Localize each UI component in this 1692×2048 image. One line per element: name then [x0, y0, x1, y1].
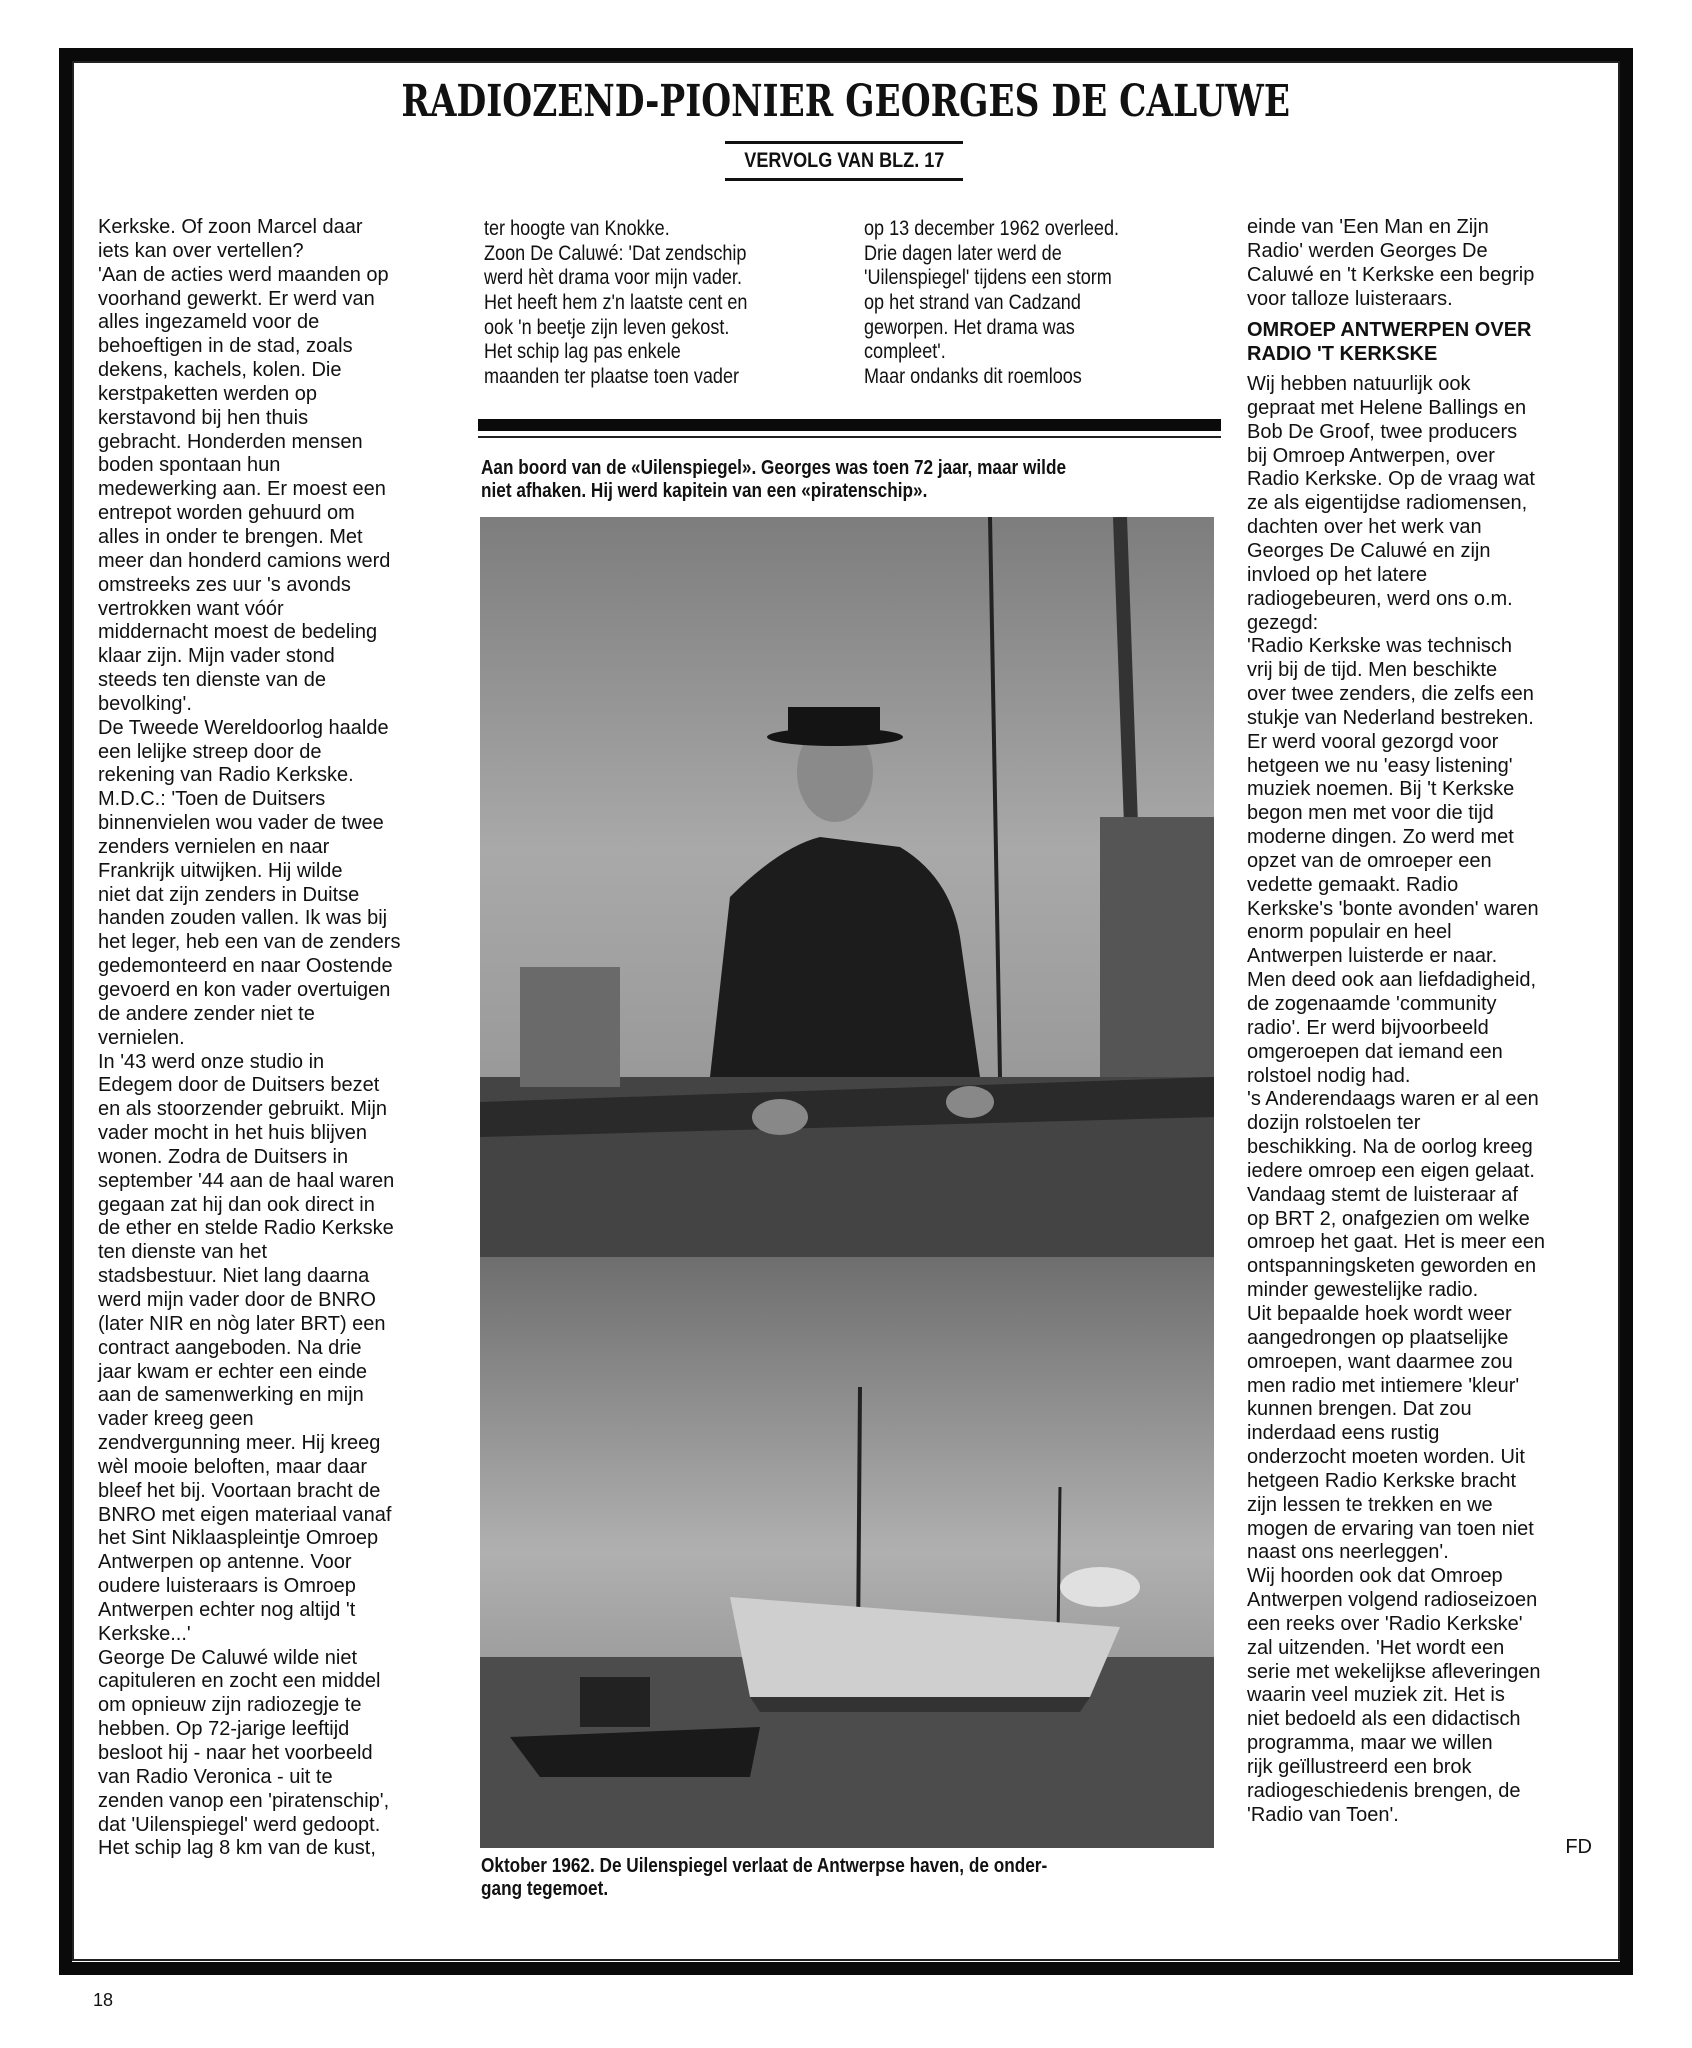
- text-line: BNRO met eigen materiaal vanaf: [98, 1503, 392, 1526]
- text-line: invloed op het latere: [1247, 563, 1428, 586]
- text-line: zenden vanop een 'piratenschip',: [98, 1789, 390, 1812]
- text-line: iedere omroep een eigen gelaat.: [1247, 1159, 1535, 1182]
- text-line: op 13 december 1962 overleed.: [864, 216, 1120, 240]
- text-line: vader mocht in het huis blijven: [98, 1122, 368, 1145]
- photo-caption-1: [481, 457, 1221, 503]
- divider-thin: [478, 436, 1221, 438]
- text-line: rijk geïllustreerd een brok: [1247, 1756, 1472, 1778]
- text-line: Vandaag stemt de luisteraar af: [1247, 1183, 1518, 1206]
- text-line: gepraat met Helene Ballings en: [1247, 396, 1527, 419]
- text-line: medewerking aan. Er moest een: [98, 478, 386, 501]
- text-line: Oktober 1962. De Uilenspiegel verlaat de Antwerpse haven, de onder-: [481, 1855, 1048, 1877]
- text-line: gedemonteerd en naar Oostende: [98, 955, 393, 978]
- text-line: ook 'n beetje zijn leven gekost.: [484, 314, 730, 339]
- text-line: OMROEP ANTWERPEN OVER: [1247, 319, 1532, 342]
- text-line: bevolking'.: [98, 692, 192, 715]
- text-line: maanden ter plaatse toen vader: [484, 364, 740, 389]
- text-line: Frankrijk uitwijken. Hij wilde: [98, 859, 343, 882]
- text-line: bleef het bij. Voortaan bracht de: [98, 1479, 381, 1502]
- text-line: aangedrongen op plaatselijke: [1247, 1326, 1509, 1349]
- text-line: RADIO 'T KERKSKE: [1247, 343, 1438, 366]
- text-line: van Radio Veronica - uit te: [98, 1765, 333, 1788]
- text-line: George De Caluwé wilde niet: [98, 1646, 358, 1669]
- text-line: geworpen. Het drama was: [864, 314, 1075, 339]
- text-line: Maar ondanks dit roemloos: [864, 364, 1082, 389]
- page-number: 18: [93, 1990, 114, 2010]
- text-line: dat 'Uilenspiegel' werd gedoopt.: [98, 1813, 381, 1836]
- text-line: Caluwé en 't Kerkske een begrip: [1247, 263, 1535, 286]
- text-line: september '44 aan de haal waren: [98, 1169, 395, 1192]
- text-line: serie met wekelijkse afleveringen: [1247, 1660, 1541, 1683]
- column-4-body: [1247, 373, 1607, 1827]
- text-line: opzet van de omroeper een: [1247, 849, 1492, 872]
- text-line: hebben. Op 72-jarige leeftijd: [98, 1718, 350, 1741]
- text-line: Antwerpen luisterde er naar.: [1247, 945, 1498, 968]
- text-line: Het heeft hem z'n laatste cent en: [484, 290, 748, 315]
- text-line: en als stoorzender gebruikt. Mijn: [98, 1098, 388, 1121]
- text-line: 'Radio van Toen'.: [1247, 1803, 1399, 1826]
- text-line: Edegem door de Duitsers bezet: [98, 1074, 380, 1097]
- text-line: radiogebeuren, werd ons o.m.: [1247, 587, 1513, 610]
- text-line: rolstoel nodig had.: [1247, 1064, 1411, 1087]
- text-line: iets kan over vertellen?: [98, 239, 304, 262]
- column-4: [1247, 216, 1607, 1859]
- text-line: Radio' werden Georges De: [1247, 239, 1488, 262]
- text-line: boden spontaan hun: [98, 454, 281, 477]
- text-line: zijn lessen te trekken en we: [1247, 1493, 1493, 1516]
- continuation-note-text: VERVOLG VAN BLZ. 17: [743, 149, 945, 172]
- text-line: Georges De Caluwé en zijn: [1247, 539, 1491, 562]
- text-line: meer dan honderd camions werd: [98, 549, 391, 572]
- text-line: niet afhaken. Hij werd kapitein van een «piratenschip».: [481, 480, 928, 502]
- text-line: omroepen, want daarmee zou: [1247, 1350, 1513, 1373]
- text-line: vertrokken want vóór: [98, 597, 284, 620]
- text-line: capituleren en zocht een middel: [98, 1670, 381, 1693]
- text-line: radio'. Er werd bijvoorbeeld: [1247, 1016, 1489, 1039]
- text-line: binnenvielen wou vader de twee: [98, 812, 384, 835]
- text-line: De Tweede Wereldoorlog haalde: [98, 716, 389, 739]
- text-line: steeds ten dienste van de: [98, 669, 326, 692]
- text-line: Er werd vooral gezorgd voor: [1247, 730, 1499, 753]
- text-line: stukje van Nederland bestreken.: [1247, 706, 1534, 729]
- text-line: de andere zender niet te: [98, 1002, 315, 1025]
- column-4-intro: [1247, 216, 1607, 311]
- text-line: kerstpaketten werden op: [98, 382, 318, 405]
- text-line: ze als eigentijdse radiomensen,: [1247, 492, 1528, 515]
- divider-thick: [478, 419, 1221, 431]
- text-line: 'Aan de acties werd maanden op: [98, 263, 389, 286]
- text-line: gezegd:: [1247, 611, 1319, 634]
- photo-man-aboard-ship: [480, 517, 1214, 1257]
- text-line: enorm populair en heel: [1247, 921, 1452, 944]
- text-line: dekens, kachels, kolen. Die: [98, 359, 342, 382]
- text-line: kunnen brengen. Dat zou: [1247, 1398, 1472, 1421]
- text-line: Wij hebben natuurlijk ook: [1247, 373, 1471, 396]
- text-line: aan de samenwerking en mijn: [98, 1384, 364, 1407]
- text-line: Radio Kerkske. Op de vraag wat: [1247, 468, 1535, 491]
- text-line: inderdaad eens rustig: [1247, 1422, 1440, 1445]
- text-line: vader kreeg geen: [98, 1408, 254, 1431]
- text-line: ten dienste van het: [98, 1241, 268, 1264]
- text-line: alles ingezameld voor de: [98, 311, 320, 334]
- text-line: werd mijn vader door de BNRO: [98, 1288, 376, 1311]
- text-line: ontspanningsketen geworden en: [1247, 1255, 1537, 1278]
- text-line: entrepot worden gehuurd om: [98, 502, 355, 525]
- text-line: vedette gemaakt. Radio: [1247, 873, 1459, 896]
- article-title: [0, 76, 1692, 127]
- text-line: men radio met intiemere 'kleur': [1247, 1374, 1520, 1397]
- text-line: om opnieuw zijn radiozegje te: [98, 1694, 362, 1717]
- text-line: alles in onder te brengen. Met: [98, 525, 363, 548]
- text-line: niet dat zijn zenders in Duitse: [98, 883, 360, 906]
- photo-caption-2: [481, 1855, 1221, 1901]
- text-line: waarin veel muziek zit. Het is: [1247, 1684, 1505, 1707]
- text-line: behoeftigen in de stad, zoals: [98, 335, 353, 358]
- text-line: dachten over het werk van: [1247, 516, 1482, 539]
- text-line: Antwerpen op antenne. Voor: [98, 1551, 352, 1574]
- text-line: rekening van Radio Kerkske.: [98, 764, 354, 787]
- text-line: over twee zenders, die zelfs een: [1247, 683, 1534, 706]
- text-line: Men deed ook aan liefdadigheid,: [1247, 969, 1537, 992]
- text-line: op BRT 2, onafgezien om welke: [1247, 1207, 1530, 1230]
- text-line: klaar zijn. Mijn vader stond: [98, 645, 335, 668]
- text-line: voor talloze luisteraars.: [1247, 287, 1453, 310]
- text-line: het leger, heb een van de zenders: [98, 931, 401, 954]
- text-line: moderne dingen. Zo werd met: [1247, 826, 1514, 849]
- text-line: wonen. Zodra de Duitsers in: [98, 1145, 349, 1168]
- text-line: Uit bepaalde hoek wordt weer: [1247, 1302, 1512, 1325]
- text-line: gegaan zat hij dan ook direct in: [98, 1193, 375, 1216]
- text-line: onderzocht moeten worden. Uit: [1247, 1446, 1525, 1469]
- text-line: radiogeschiedenis brengen, de: [1247, 1779, 1521, 1802]
- text-line: voorhand gewerkt. Er werd van: [98, 287, 375, 310]
- text-line: Drie dagen later werd de: [864, 240, 1062, 265]
- text-line: niet bedoeld als een didactisch: [1247, 1708, 1521, 1731]
- text-line: muziek noemen. Bij 't Kerkske: [1247, 778, 1515, 801]
- text-line: Het schip lag 8 km van de kust,: [98, 1837, 376, 1860]
- text-line: contract aangeboden. Na drie: [98, 1336, 362, 1359]
- text-line: hetgeen we nu 'easy listening': [1247, 754, 1513, 777]
- text-line: Antwerpen volgend radioseizoen: [1247, 1589, 1538, 1612]
- column-1: [98, 216, 458, 1861]
- text-line: omgeroepen dat iemand een: [1247, 1040, 1503, 1063]
- text-line: 'Uilenspiegel' tijdens een storm: [864, 265, 1112, 290]
- photo-ship-leaving-harbour: [480, 1257, 1214, 1848]
- text-line: gevoerd en kon vader overtuigen: [98, 979, 391, 1001]
- text-line: beschikking. Na de oorlog kreeg: [1247, 1136, 1533, 1159]
- text-line: vernielen.: [98, 1026, 185, 1049]
- section-heading: [1247, 319, 1607, 367]
- column-2: [484, 216, 798, 389]
- text-line: oudere luisteraars is Omroep: [98, 1575, 356, 1598]
- text-line: de ether en stelde Radio Kerkske: [98, 1217, 394, 1240]
- text-line: Wij hoorden ook dat Omroep: [1247, 1565, 1503, 1588]
- text-line: naast ons neerleggen'.: [1247, 1541, 1449, 1564]
- text-line: omroep het gaat. Het is meer een: [1247, 1231, 1545, 1254]
- text-line: omstreeks zes uur 's avonds: [98, 573, 351, 596]
- text-line: jaar kwam er echter een einde: [98, 1360, 368, 1383]
- text-line: werd hèt drama voor mijn vader.: [484, 265, 742, 290]
- text-line: Het schip lag pas enkele: [484, 339, 681, 364]
- text-line: zenders vernielen en naar: [98, 835, 330, 858]
- text-line: Kerkske's 'bonte avonden' waren: [1247, 897, 1539, 920]
- text-line: kerstavond bij hen thuis: [98, 406, 309, 429]
- text-line: Zoon De Caluwé: 'Dat zendschip: [484, 240, 747, 265]
- text-line: het Sint Niklaaspleintje Omroep: [98, 1527, 379, 1550]
- text-line: compleet'.: [864, 339, 946, 364]
- text-line: M.D.C.: 'Toen de Duitsers: [98, 788, 326, 811]
- text-line: zal uitzenden. 'Het wordt een: [1247, 1636, 1505, 1659]
- article-title-text: RADIOZEND-PIONIER GEORGES DE CALUWE: [401, 76, 1291, 127]
- text-line: bij Omroep Antwerpen, over: [1247, 444, 1495, 467]
- text-line: ter hoogte van Knokke.: [484, 216, 670, 240]
- text-line: op het strand van Cadzand: [864, 290, 1081, 315]
- text-line: Kerkske. Of zoon Marcel daar: [98, 216, 363, 238]
- text-line: middernacht moest de bedeling: [98, 621, 378, 644]
- text-line: hetgeen Radio Kerkske bracht: [1247, 1469, 1517, 1492]
- column-3: [864, 216, 1168, 389]
- text-line: een lelijke streep door de: [98, 740, 322, 763]
- text-line: Bob De Groof, twee producers: [1247, 420, 1518, 443]
- text-line: dozijn rolstoelen ter: [1247, 1112, 1421, 1135]
- author-signature: FD: [1565, 1835, 1592, 1858]
- continuation-note: [725, 141, 963, 181]
- text-line: In '43 werd onze studio in: [98, 1050, 325, 1073]
- text-line: gang tegemoet.: [481, 1878, 609, 1900]
- text-line: zendvergunning meer. Hij kreeg: [98, 1432, 381, 1455]
- text-line: handen zouden vallen. Ik was bij: [98, 907, 388, 930]
- text-line: begon men met voor die tijd: [1247, 802, 1494, 825]
- text-line: Kerkske...': [98, 1622, 191, 1645]
- text-line: 's Anderendaags waren er al een: [1247, 1088, 1539, 1111]
- text-line: Antwerpen echter nog altijd 't: [98, 1598, 356, 1621]
- text-line: vrij bij de tijd. Men beschikte: [1247, 659, 1498, 682]
- text-line: mogen de ervaring van toen niet: [1247, 1517, 1534, 1540]
- text-line: wèl mooie beloften, maar daar: [98, 1455, 368, 1478]
- text-line: Aan boord van de «Uilenspiegel». Georges was toen 72 jaar, maar wilde: [481, 457, 1067, 479]
- text-line: stadsbestuur. Niet lang daarna: [98, 1265, 370, 1288]
- text-line: gebracht. Honderden mensen: [98, 430, 363, 453]
- text-line: besloot hij - naar het voorbeeld: [98, 1742, 373, 1764]
- text-line: een reeks over 'Radio Kerkske': [1247, 1612, 1523, 1635]
- text-line: 'Radio Kerkske was technisch: [1247, 635, 1513, 658]
- text-line: de zogenaamde 'community: [1247, 993, 1497, 1015]
- text-line: einde van 'Een Man en Zijn: [1247, 216, 1489, 238]
- text-line: minder gewestelijke radio.: [1247, 1279, 1479, 1302]
- text-line: programma, maar we willen: [1247, 1732, 1493, 1755]
- text-line: (later NIR en nòg later BRT) een: [98, 1312, 386, 1335]
